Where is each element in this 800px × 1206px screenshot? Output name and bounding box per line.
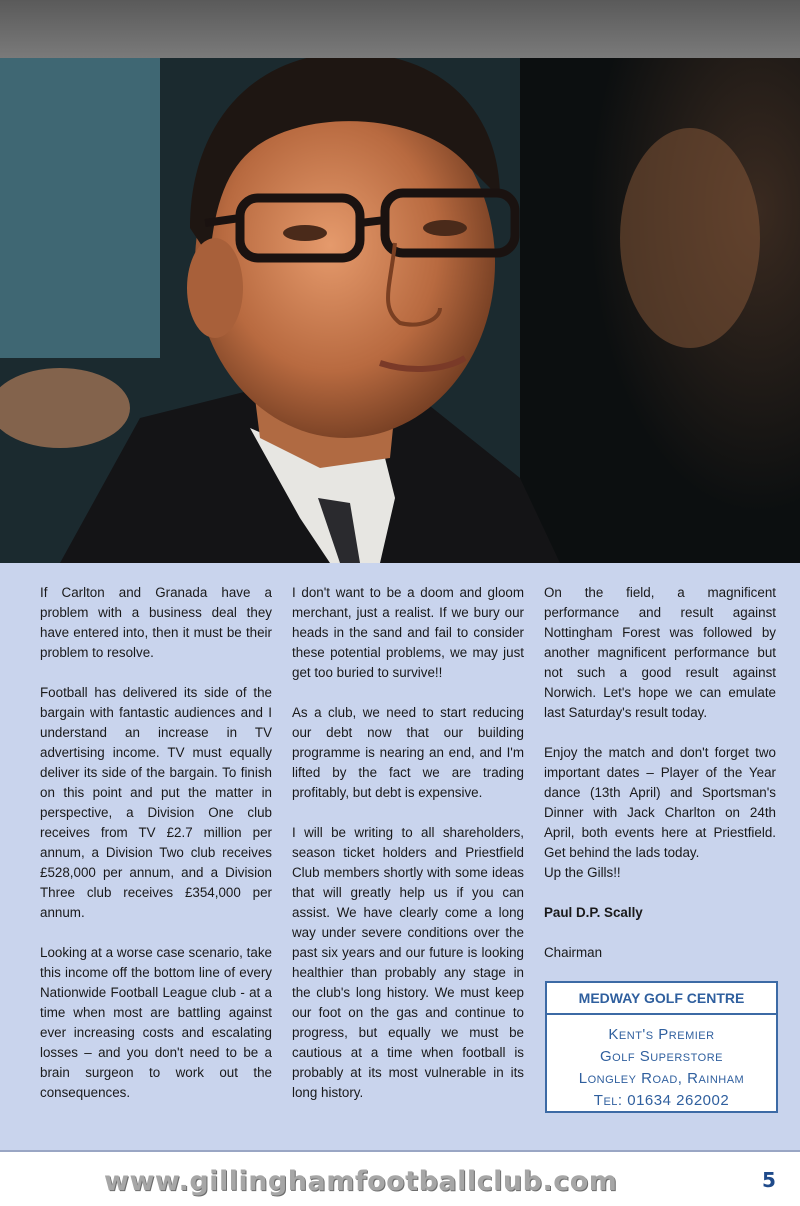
advert-phone: Tel: 01634 262002 [593, 1092, 730, 1109]
paragraph: If Carlton and Granada have a problem with a business deal they have entered into, then it must be their problem to resolve. [40, 585, 272, 660]
advert-line: Longley Road, Rainham [578, 1070, 745, 1087]
footer [0, 1152, 800, 1206]
website-url: www.gillinghamfootballclub.com [104, 1166, 618, 1197]
article-column-3 [544, 583, 776, 983]
paragraph: Football has delivered its side of the bargain with fantastic audiences and I understand an increase in TV advertising income. TV must equally deliver its side of the bargain. To finish on this point and put the matter in perspective, a Division One club receives from TV £2.7 million per annum, a Division Two club receives £528,000 per annum, and a Division Three club receives £354,000 per annum. [40, 685, 272, 920]
paragraph: I don't want to be a doom and gloom merchant, just a realist. If we bury our heads in the sand and fail to consider these potential problems, we may just get too buried to survive!! [292, 585, 524, 680]
article-column-1 [40, 583, 272, 1123]
paragraph: I will be writing to all shareholders, season ticket holders and Priestfield Club members shortly with some ideas that will greatly help us if you can assist. We have clearly come a long way under severe conditions over the past six years and our future is looking healthier than probably any stage in the club's long history. We must keep our foot on the gas and continue to progress, but equally we must be cautious at a time when football is probably at its most vulnerable in its long history. [292, 825, 524, 1100]
paragraph: Enjoy the match and don't forget two important dates – Player of the Year dance (13th April) and Sportsman's Dinner with Jack Charlton on 24th April, both events here at Priestfield. Get behind the lads today. [544, 745, 776, 860]
paragraph: As a club, we need to start reducing our debt now that our building programme is nearing an end, and I'm lifted by the fact we are trading profitably, but debt is expensive. [292, 705, 524, 800]
photo-illustration [0, 58, 800, 563]
paragraph: Looking at a worse case scenario, take this income off the bottom line of every Nationwide Football League club - at a time when most are battling against ever increasing costs and escalating losses – and you don't need to be a brain surgeon to work out the consequences. [40, 945, 272, 1100]
article-column-2 [292, 583, 524, 1123]
signoff-name: Paul D.P. Scally [544, 905, 643, 920]
page-number: 5 [762, 1168, 776, 1192]
signoff-closing: Up the Gills!! [544, 865, 621, 880]
article-panel [0, 563, 800, 1150]
top-strip [0, 0, 800, 58]
advert-line: Kent's Premier [608, 1026, 715, 1043]
golf-centre-advert [545, 981, 778, 1113]
paragraph: On the field, a magnificent performance and result against Nottingham Forest was followed by another magnificent performance but not such a good result against Norwich. Let's hope we can emulate last Saturday's result today. [544, 585, 776, 720]
chairman-photo [0, 58, 800, 563]
advert-heading: MEDWAY GOLF CENTRE [547, 983, 776, 1015]
signoff-title: Chairman [544, 945, 603, 960]
advert-line: Golf Superstore [600, 1048, 723, 1065]
